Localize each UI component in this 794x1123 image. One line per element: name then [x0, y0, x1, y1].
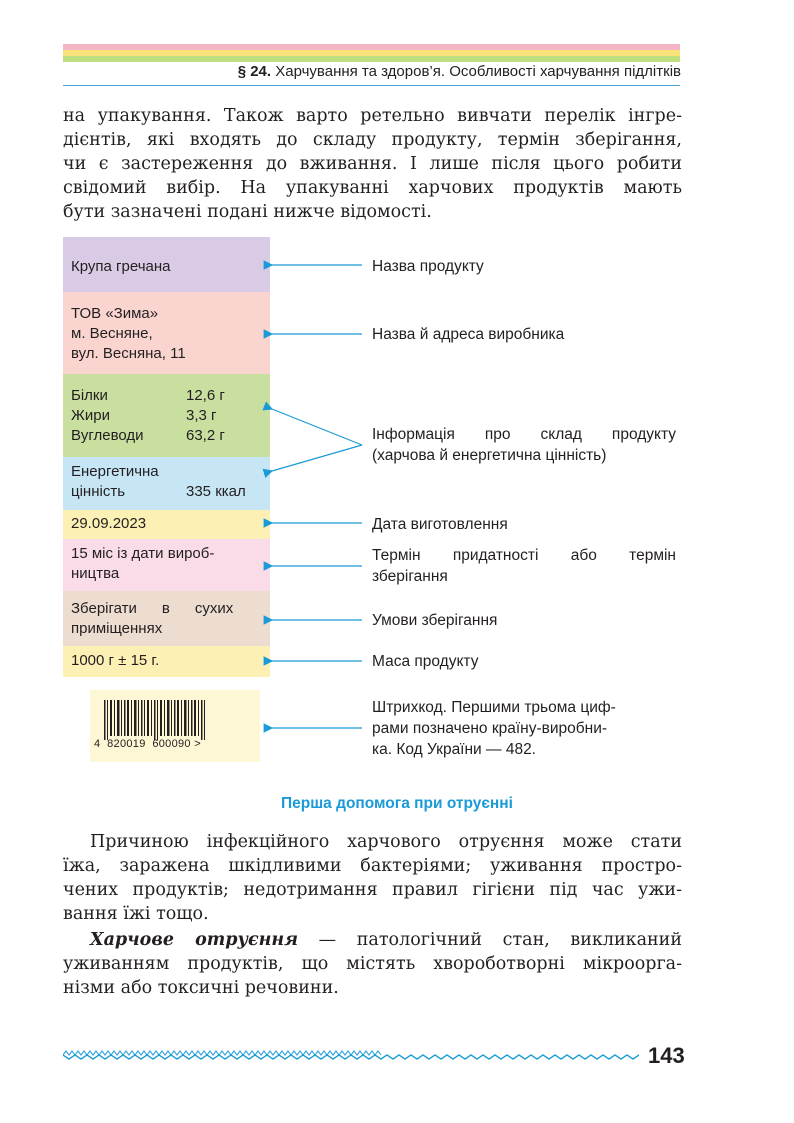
producer-line: ТОВ «Зима»	[71, 305, 159, 322]
nutrient-name: Жири	[71, 407, 110, 424]
paragraph-definition	[63, 928, 682, 1000]
desc-line: Назва й адреса виробника	[372, 326, 565, 343]
nutrient-value: 3,3 г	[186, 407, 217, 424]
desc-producer	[372, 324, 676, 345]
storage-line: Зберігати в сухих	[71, 600, 234, 617]
shelf-life-line: ництва	[71, 565, 120, 582]
desc-line: ка. Код України — 482.	[372, 741, 536, 758]
nutrient-value: 12,6 г	[186, 387, 225, 404]
intro-line: на упакування. Також варто ретельно вивчати перелік інгре-	[63, 106, 682, 126]
header-title: Харчування та здоров’я. Особливості харчування підлітків	[275, 63, 681, 80]
desc-line: Маса продукту	[372, 653, 479, 670]
desc-line: Дата виготовлення	[372, 516, 508, 533]
shelf-life-line: 15 міс із дати вироб-	[71, 545, 215, 562]
desc-line: рами позначено країну-виробни-	[372, 720, 608, 737]
production-date: 29.09.2023	[71, 515, 147, 532]
barcode-digits: 4 820019 600090 >	[94, 738, 201, 750]
section-number: § 24.	[237, 63, 272, 80]
nutrient-name: Білки	[71, 387, 108, 404]
definition-text: — патологічний стан, викликаний	[298, 930, 682, 950]
para-line: їжа, заражена шкідливими бактеріями; уживання простро-	[63, 856, 682, 876]
energy-name: цінність	[71, 483, 126, 500]
producer-line: м. Весняне,	[71, 325, 153, 342]
para-line: чених продуктів; недотримання правил гігієни під час ужи-	[63, 880, 682, 900]
desc-composition	[372, 424, 676, 466]
para-line: Причиною інфекційного харчового отруєння може стати	[90, 832, 682, 852]
para-line: нізми або токсичні речовини.	[63, 978, 339, 998]
energy-value: 335 ккал	[186, 483, 246, 500]
producer-line: вул. Весняна, 11	[71, 345, 186, 362]
desc-line: Штрихкод. Першими трьома циф-	[372, 699, 616, 716]
para-line: уживанням продуктів, що містять хвороботворні мікроорга-	[63, 954, 682, 974]
energy-label: Енергетична	[71, 463, 159, 480]
desc-line: (харчова й енергетична цінність)	[372, 447, 607, 464]
mass-text: 1000 г ± 15 г.	[71, 652, 160, 669]
desc-shelf	[372, 545, 676, 587]
footer-ornament	[63, 1050, 639, 1060]
intro-line: бути зазначені подані нижче відомості.	[63, 202, 432, 222]
desc-name	[372, 256, 676, 277]
arrow-nutrients	[272, 409, 362, 445]
paragraph-causes	[63, 830, 682, 926]
desc-date	[372, 514, 676, 535]
desc-line: зберігання	[372, 568, 448, 585]
desc-barcode	[372, 697, 672, 760]
page-number: 143	[648, 1043, 685, 1068]
intro-line: дієнтів, які входять до складу продукту, термін зберігання,	[63, 130, 682, 150]
desc-line: Умови зберігання	[372, 612, 498, 629]
storage-line: приміщеннях	[71, 620, 163, 637]
product-name-text: Крупа гречана	[71, 258, 171, 275]
nutrient-name: Вуглеводи	[71, 427, 144, 444]
desc-mass	[372, 651, 676, 672]
desc-line: Інформація про склад продукту	[372, 426, 676, 443]
arrow-energy	[272, 445, 362, 471]
defined-term: Харчове отруєння	[90, 930, 299, 950]
desc-storage	[372, 610, 676, 631]
para-line	[63, 928, 682, 952]
para-line: вання їжі тощо.	[63, 904, 209, 924]
intro-line: свідомий вибір. На упакуванні харчових продуктів мають	[63, 178, 682, 198]
desc-line: Назва продукту	[372, 258, 484, 275]
desc-line: Термін придатності або термін	[372, 547, 676, 564]
intro-line: чи є застереження до вживання. І лише після цього робити	[63, 154, 682, 174]
section-title: Перша допомога при отруєнні	[281, 795, 513, 812]
nutrient-value: 63,2 г	[186, 427, 225, 444]
